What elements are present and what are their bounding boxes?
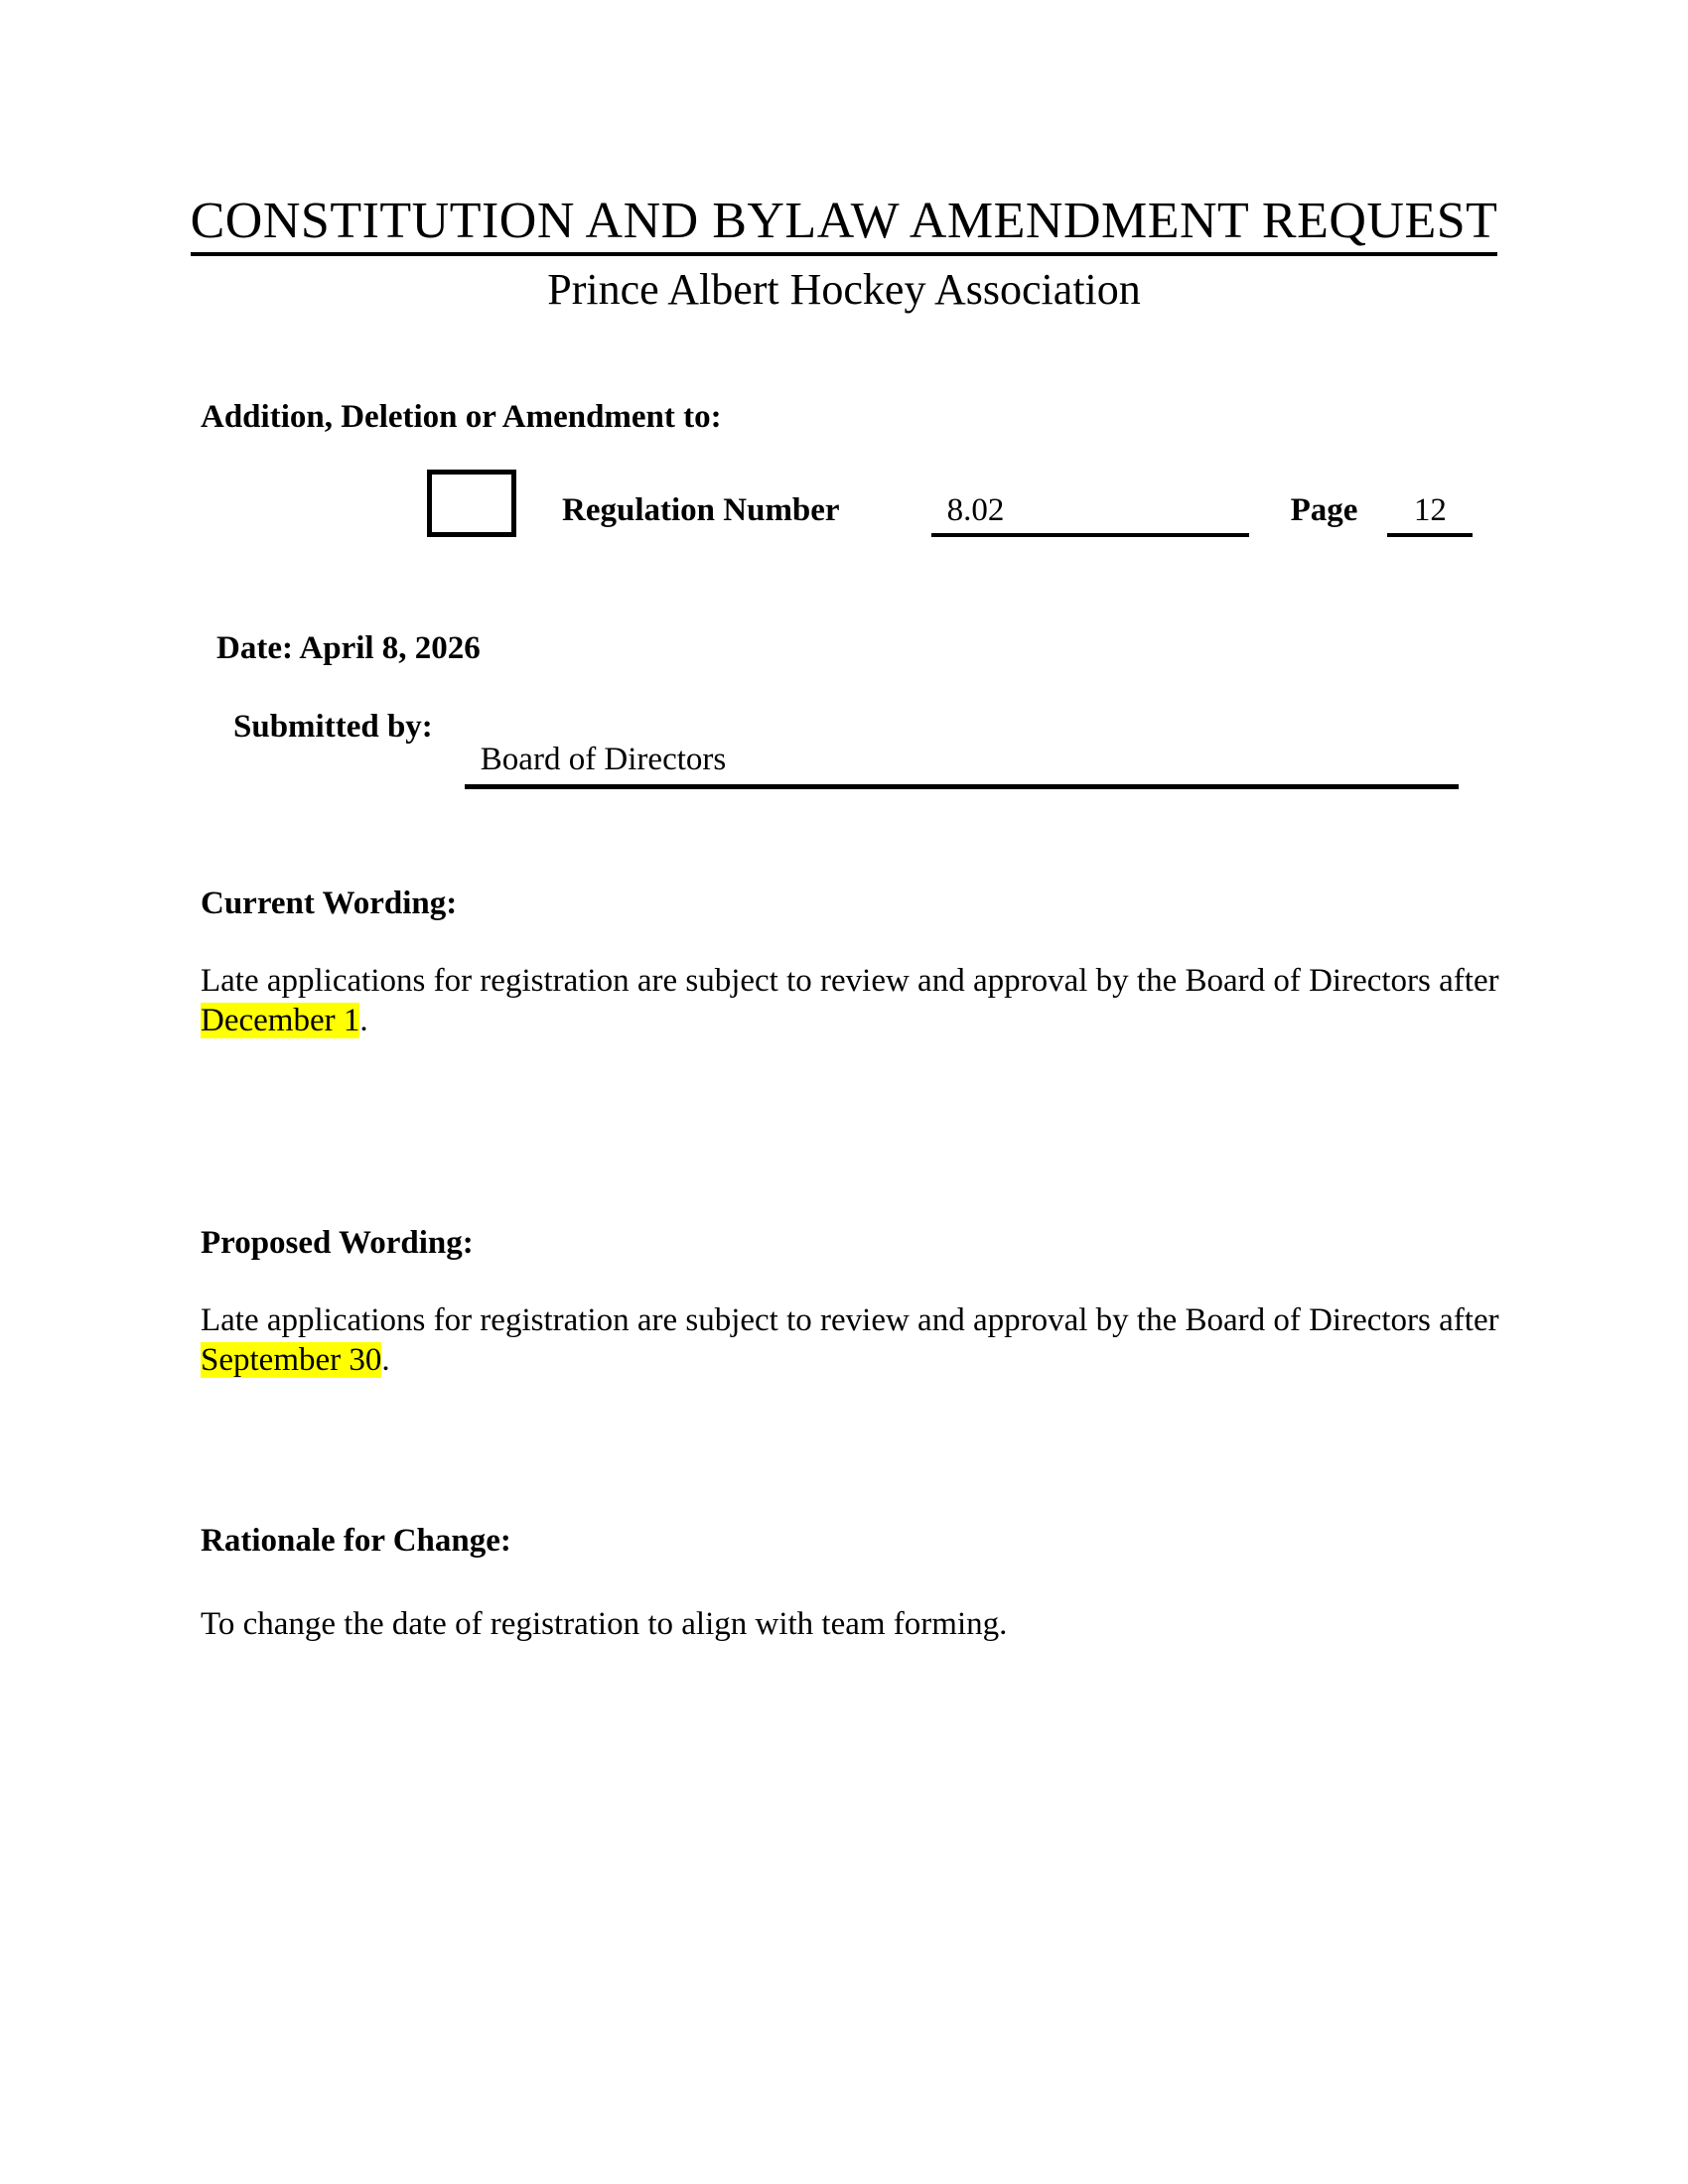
- document-title: CONSTITUTION AND BYLAW AMENDMENT REQUEST: [191, 195, 1498, 256]
- submitted-by-label: Submitted by:: [233, 708, 433, 745]
- rationale-paragraph: To change the date of registration to align with team forming.: [201, 1605, 1008, 1642]
- page-number-field[interactable]: 12: [1387, 492, 1473, 537]
- addition-section-heading: Addition, Deletion or Amendment to:: [201, 398, 722, 435]
- proposed-wording-period: .: [381, 1341, 390, 1378]
- rationale-heading: Rationale for Change:: [201, 1522, 511, 1559]
- current-wording-period: .: [359, 1002, 368, 1038]
- regulation-number-field[interactable]: 8.02: [931, 492, 1249, 537]
- proposed-wording-paragraph: [201, 1300, 1521, 1380]
- regulation-number-label: Regulation Number: [562, 491, 840, 528]
- submitted-by-row: [233, 709, 1688, 789]
- page-label: Page: [1290, 491, 1358, 528]
- proposed-wording-heading: Proposed Wording:: [201, 1224, 474, 1261]
- proposed-wording-text: Late applications for registration are subject to review and approval by the Board of Directors after: [201, 1301, 1499, 1338]
- submitted-by-field[interactable]: Board of Directors: [465, 742, 1459, 789]
- title-block: [0, 0, 1688, 314]
- current-wording-highlight: December 1: [201, 1002, 360, 1038]
- regulation-row: [427, 468, 1688, 537]
- current-wording-heading: Current Wording:: [201, 885, 458, 921]
- date-line: Date: April 8, 2026: [216, 629, 481, 666]
- amendment-checkbox[interactable]: [427, 470, 516, 537]
- proposed-wording-highlight: September 30: [201, 1341, 382, 1378]
- document-subtitle: Prince Albert Hockey Association: [547, 264, 1141, 314]
- current-wording-text: Late applications for registration are subject to review and approval by the Board of Directors after: [201, 962, 1499, 999]
- current-wording-paragraph: [201, 961, 1521, 1040]
